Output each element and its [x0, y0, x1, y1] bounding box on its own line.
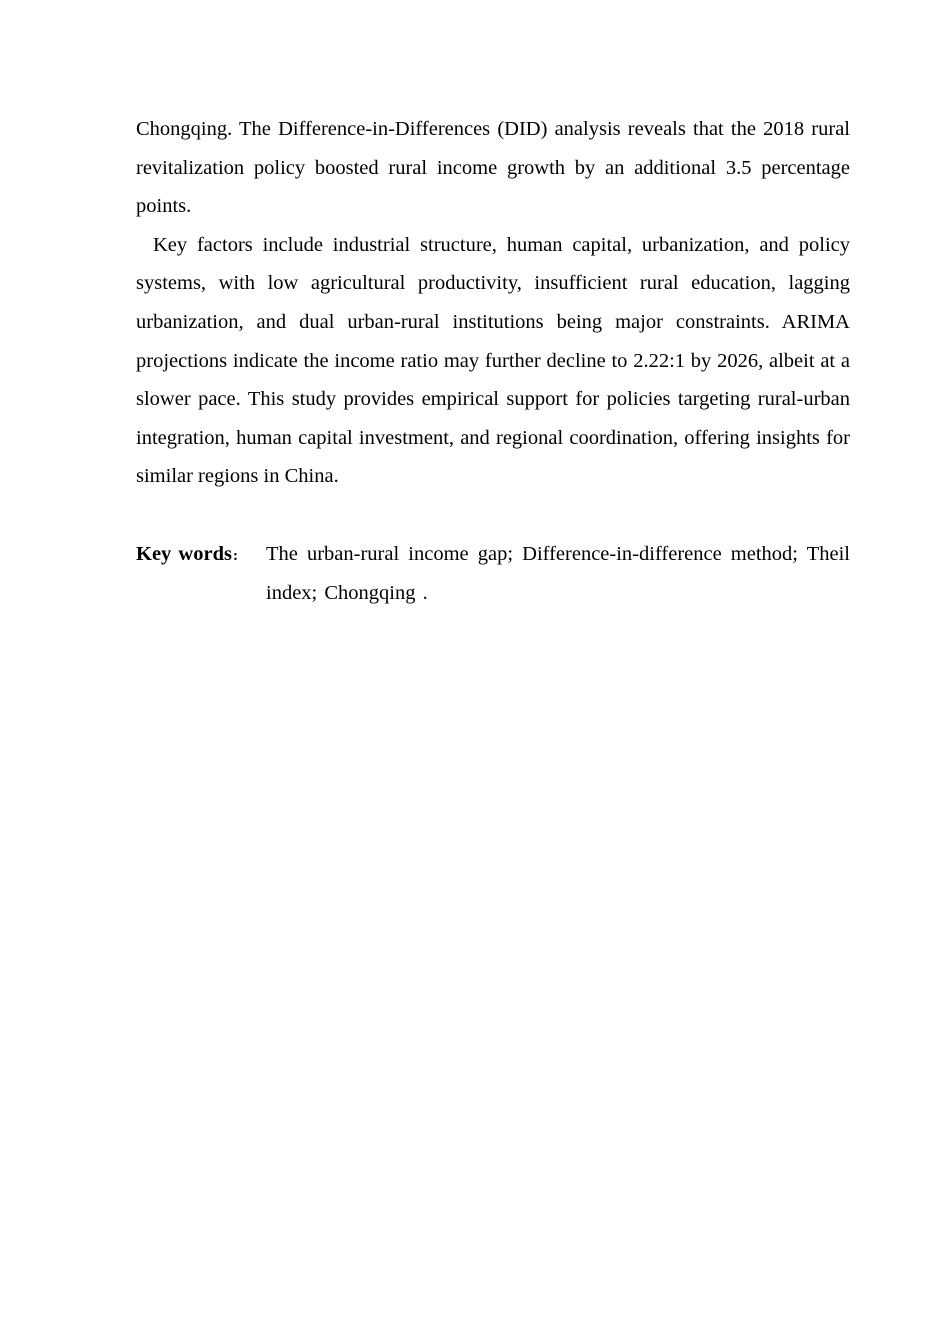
- keywords-list: The urban-rural income gap; Difference-in-difference method; Theil index; Chongqing .: [266, 542, 850, 604]
- abstract-paragraph-2: Key factors include industrial structure, human capital, urbanization, and policy systems, with low agricultural productivity, insufficient rural education, lagging urbanization, and dual urban-rural institutions being major constraints. ARIMA projections indicate the income ratio may further decline to 2.22:1 by 2026, albeit at a slower pace. This study provides empirical support for policies targeting rural-urban integration, human capital investment, and regional coordination, offering insights for similar regions in China.: [136, 233, 850, 488]
- keywords-section: [136, 535, 850, 612]
- keywords-label: Key words: [136, 542, 232, 565]
- abstract-body: [136, 110, 850, 612]
- keywords-label-group: [136, 535, 266, 576]
- abstract-paragraph-1: Chongqing. The Difference-in-Differences (DID) analysis reveals that the 2018 rural revitalization policy boosted rural income growth by an additional 3.5 percentage points.: [136, 118, 850, 218]
- keywords-colon: :: [232, 547, 238, 564]
